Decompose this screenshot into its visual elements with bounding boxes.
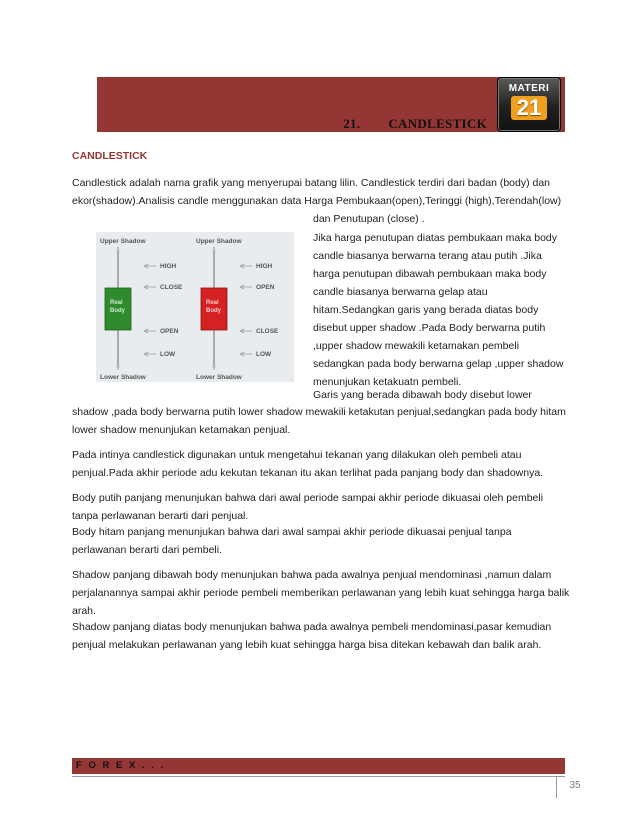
lower-shadow-paragraph-1: Garis yang berada dibawah body disebut lower (313, 389, 532, 401)
page-number: 35 (569, 780, 581, 791)
right-body-label-2: Body (206, 308, 221, 314)
right-low-label: LOW (256, 351, 272, 358)
section-heading: CANDLESTICK (72, 150, 148, 162)
right-close-label: CLOSE (256, 328, 279, 335)
intro-paragraph-2: dan Penutupan (close) . (313, 213, 425, 225)
badge-label: MATERI (508, 83, 550, 94)
materi-badge (497, 77, 561, 132)
chapter-title-text: CANDLESTICK (388, 116, 487, 131)
footer-bar (72, 758, 565, 774)
intro-paragraph-1: Candlestick adalah nama grafik yang menyerupai batang lilin. Candlestick terdiri dari badan (body) dan ekor(shadow).Analisis candle menggunakan data Harga Pembukaan(open),Teringgi (high),Terendah(low) (72, 177, 562, 207)
right-lower-shadow-label: Lower Shadow (196, 374, 242, 381)
left-body-label-1: Real (110, 300, 123, 306)
left-close-label: CLOSE (160, 284, 183, 291)
left-lower-shadow-label: Lower Shadow (100, 374, 146, 381)
left-upper-shadow-label: Upper Shadow (100, 238, 146, 245)
shadow-bawah-paragraph: Shadow panjang dibawah body menunjukan bahwa pada awalnya penjual mendominasi ,namun dalam perjalanannya sampai akhir periode pembeli memberikan perlawanan yang lebih kuat sehingga harga balik arah. (72, 569, 570, 617)
candlestick-diagram (96, 232, 294, 382)
chapter-title (343, 116, 487, 132)
right-upper-shadow-label: Upper Shadow (196, 238, 242, 245)
page-number-separator (556, 776, 557, 798)
left-low-label: LOW (160, 351, 176, 358)
body-putih-paragraph: Body putih panjang menunjukan bahwa dari awal periode sampai akhir periode dikuasai oleh pembeli tanpa perlawanan berarti dari penjual. (72, 492, 544, 522)
chapter-number: 21. (343, 116, 361, 131)
footer-label: F O R E X . . . (76, 760, 166, 771)
chapter-banner (97, 77, 565, 132)
right-high-label: HIGH (256, 263, 273, 270)
right-body-label-1: Real (206, 300, 219, 306)
lower-shadow-paragraph-2: shadow ,pada body berwarna putih lower shadow mewakili ketakutan penjual,sedangkan pada body hitam lower shadow menunjukan ketamakan penjual. (72, 406, 566, 436)
left-body-label-2: Body (110, 308, 125, 314)
intinya-paragraph: Pada intinya candlestick digunakan untuk mengetahui tekanan yang dilakukan oleh pembeli atau penjual.Pada akhir periode adu kekutan tekanan itu akan terlihat pada panjang body dan shadownya. (72, 449, 544, 479)
right-open-label: OPEN (256, 284, 275, 291)
body-hitam-paragraph: Body hitam panjang menunjukan bahwa dari awal sampai akhir periode dikuasai penjual tanpa perlawanan berarti dari pembeli. (72, 526, 512, 556)
left-open-label: OPEN (160, 328, 179, 335)
side-paragraph: Jika harga penutupan diatas pembukaan maka body candle biasanya berwarna terang atau putih .Jika harga penutupan dibawah pembukaan maka body candle biasanya berwarna gelap atau hitam.Sedangkan garis yang berada diatas body disebut upper shadow .Pada Body berwarna putih ,upper shadow mewakili ketamakan pembeli sedangkan pada body berwarna gelap ,upper shadow menunjukan ketakuatn pembeli. (313, 232, 564, 388)
badge-number: 21 (511, 96, 547, 120)
shadow-atas-paragraph: Shadow panjang diatas body menunjukan bahwa pada awalnya pembeli mendominasi,pasar kemudian penjual melakukan perlawanan yang lebih kuat sehingga harga bisa ditekan kebawah dan balik arah. (72, 621, 552, 651)
left-high-label: HIGH (160, 263, 177, 270)
footer-divider (72, 776, 565, 777)
